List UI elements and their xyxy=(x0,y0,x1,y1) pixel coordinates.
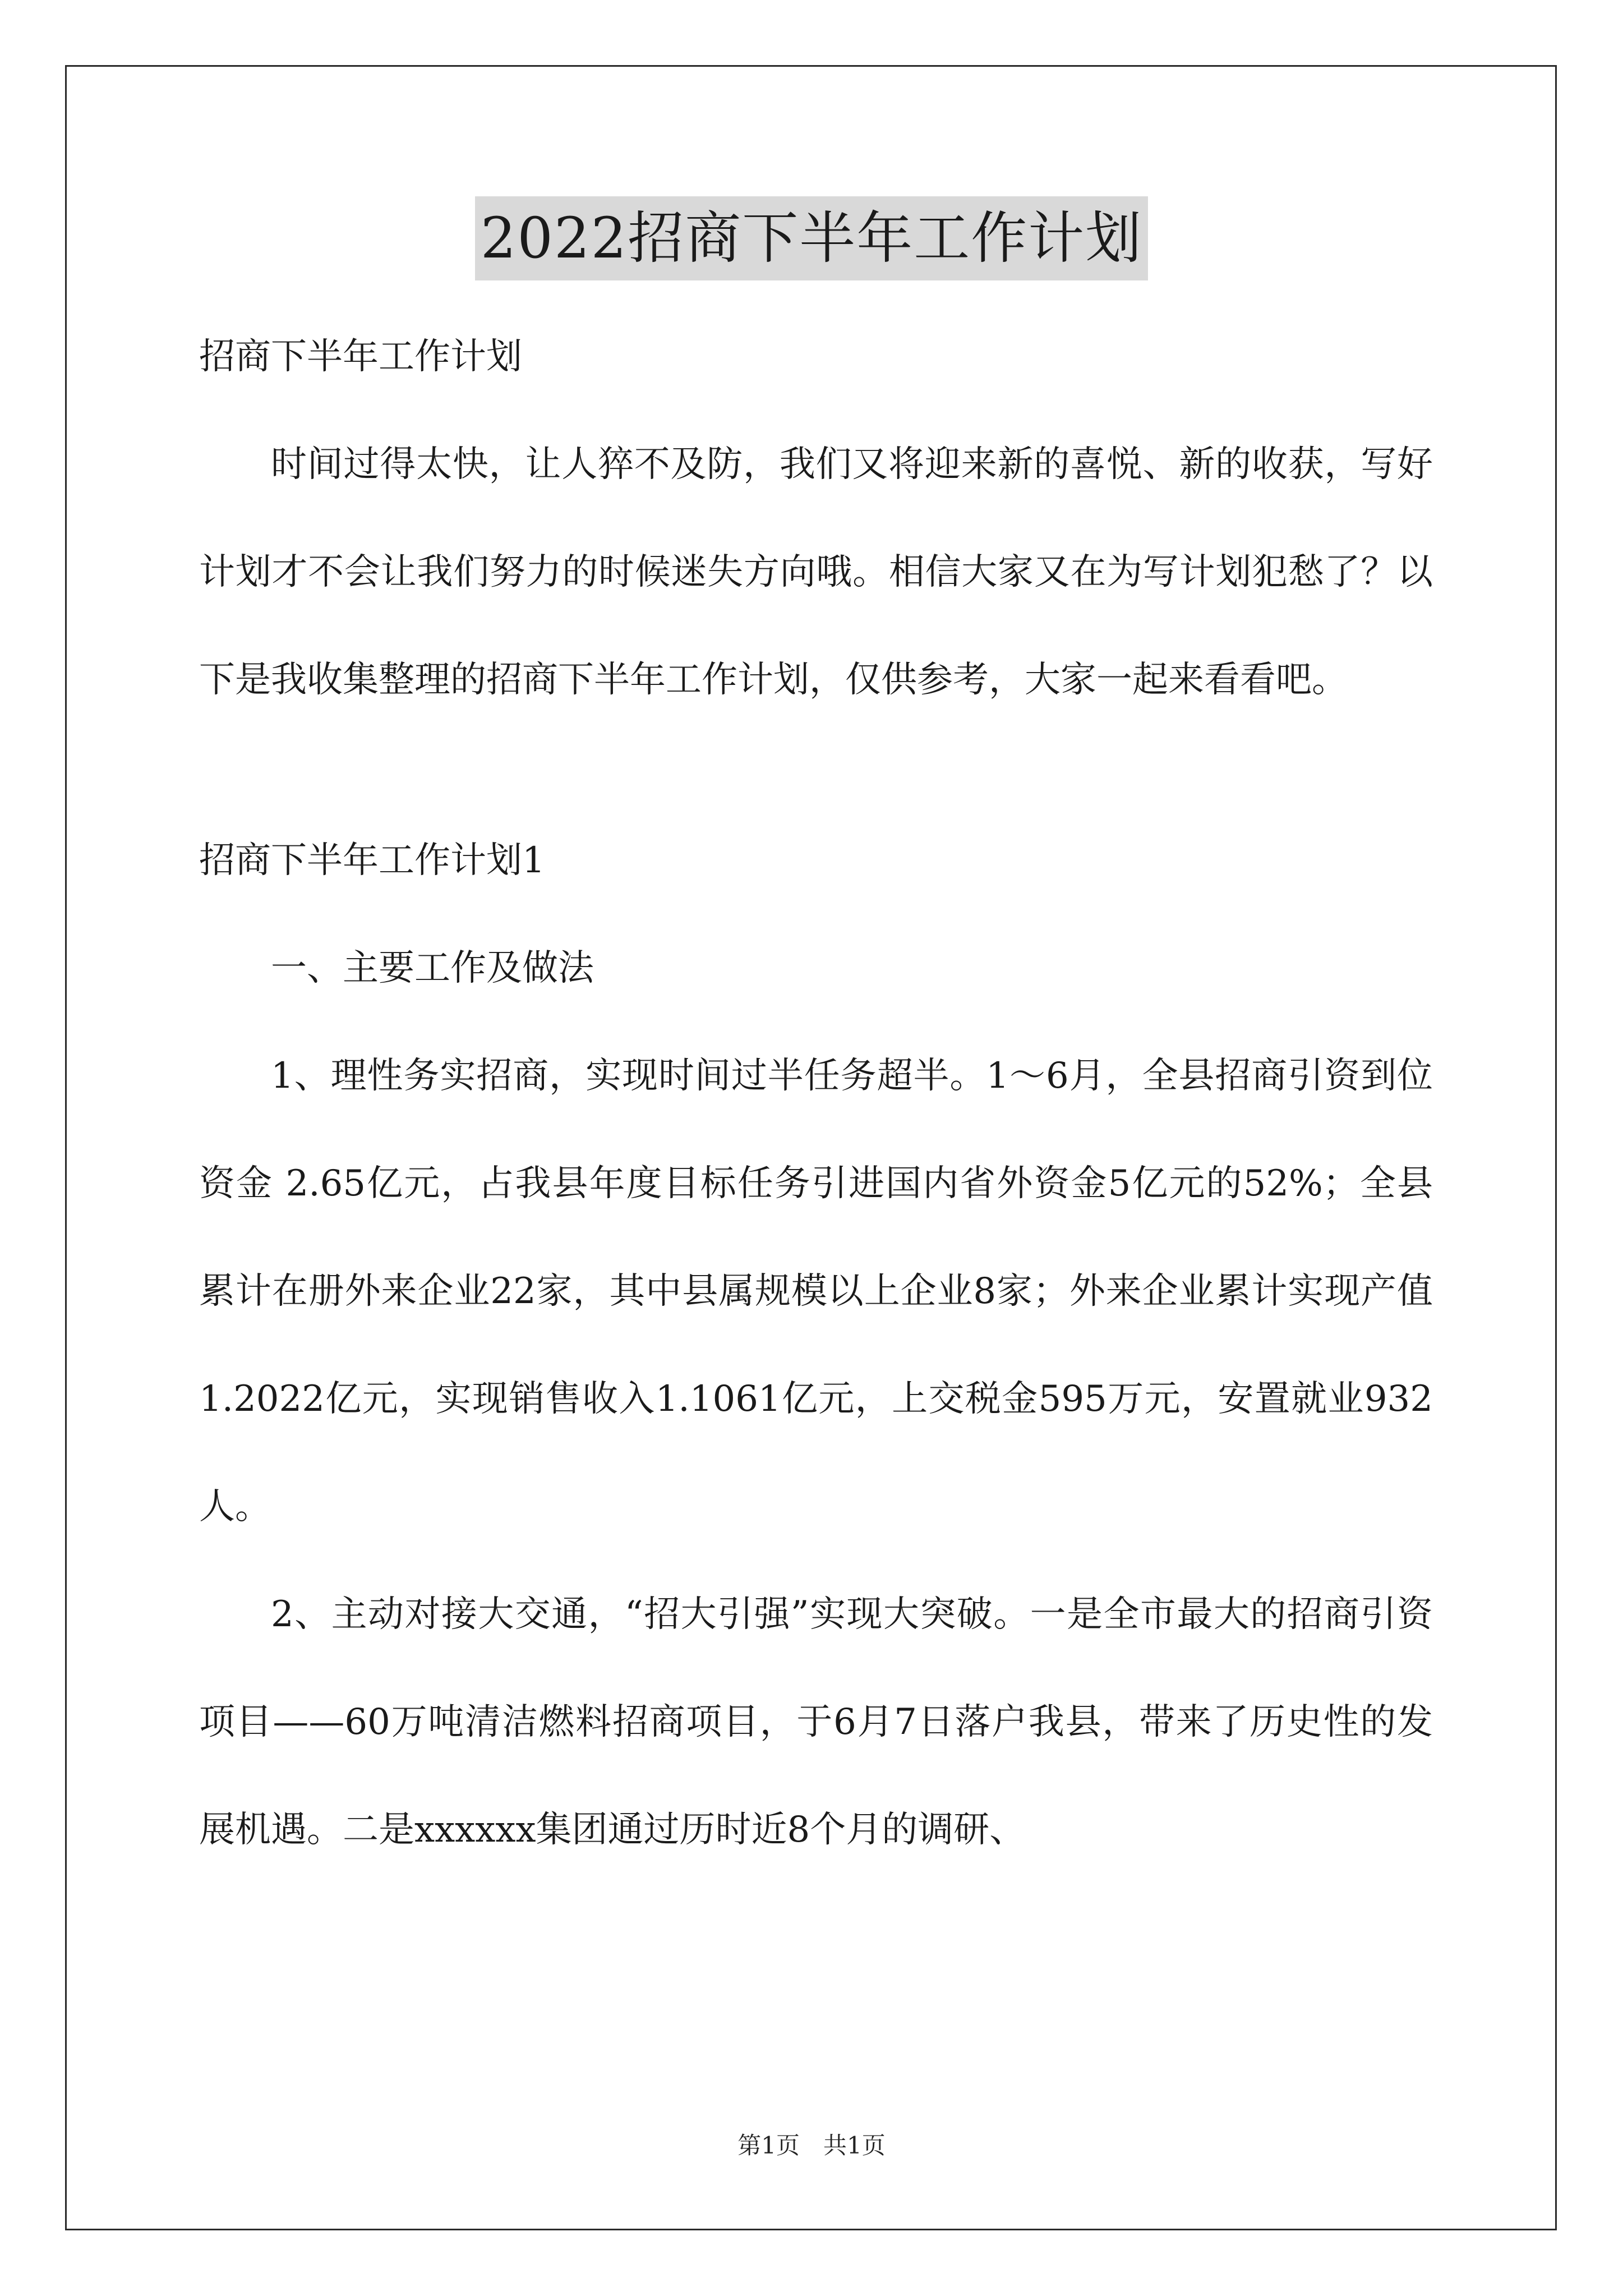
paragraph-item-2: 2、主动对接大交通，“招大引强”实现大突破。一是全市最大的招商引资项目——60万吨清洁燃料招商项目，于6月7日落户我县，带来了历史性的发展机遇。二是xxxxxx集团通过历时近8个月的调研、 xyxy=(199,1594,1433,1851)
paragraph-item-1: 1、理性务实招商，实现时间过半任务超半。1～6月，全县招商引资到位资金 2.65亿元，占我县年度目标任务引进国内省外资金5亿元的52%；全县累计在册外来企业22家，其中县属规模以上企业8家；外来企业累计实现产值1.2022亿元，实现销售收入1.1061亿元，上交税金595万元，安置就业932人。 xyxy=(199,1055,1433,1527)
title-container xyxy=(0,196,1623,280)
page-footer: 第1页 共1页 xyxy=(737,2132,886,2159)
document-title: 2022招商下半年工作计划 xyxy=(475,196,1149,280)
spacer xyxy=(199,734,1433,807)
section-subheading: 一、主要工作及做法 xyxy=(271,947,594,989)
document-body xyxy=(199,303,1433,1884)
section-heading: 招商下半年工作计划1 xyxy=(199,840,545,881)
document-subtitle: 招商下半年工作计划 xyxy=(199,336,522,378)
intro-paragraph: 时间过得太快，让人猝不及防，我们又将迎来新的喜悦、新的收获，写好计划才不会让我们努力的时候迷失方向哦。相信大家又在为写计划犯愁了？以下是我收集整理的招商下半年工作计划，仅供参考，大家一起来看看吧。 xyxy=(199,444,1433,701)
